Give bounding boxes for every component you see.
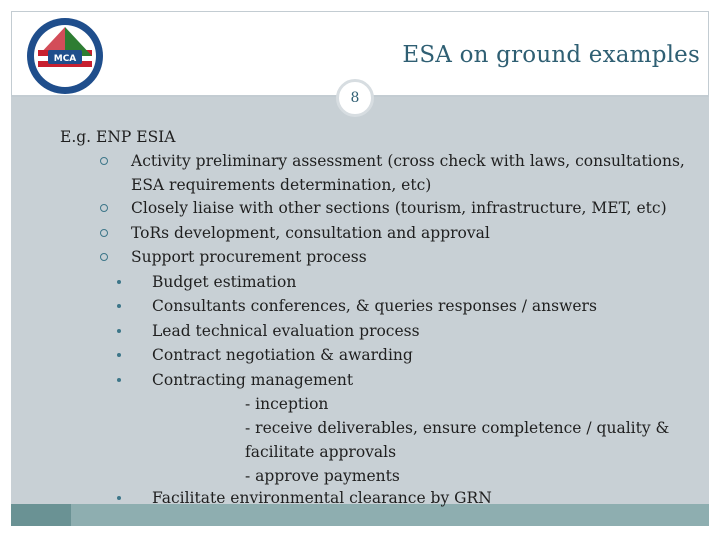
- ring-bullet-icon: [100, 204, 108, 212]
- dot-bullet-icon: [117, 329, 121, 333]
- ring-bullet-icon: [100, 157, 108, 165]
- level2-item: Contracting management: [152, 371, 354, 389]
- level2-item: Consultants conferences, & queries responses / answers: [152, 297, 597, 315]
- level2-item: Lead technical evaluation process: [152, 322, 420, 340]
- ring-bullet-icon: [100, 253, 108, 261]
- slide-number-badge: 8: [336, 79, 374, 117]
- level1-item: Activity preliminary assessment (cross check with laws, consultations,: [131, 152, 685, 170]
- slide-heading: E.g. ENP ESIA: [60, 128, 176, 146]
- level2-item: Budget estimation: [152, 273, 297, 291]
- subline: - approve payments: [245, 467, 400, 485]
- mca-logo: [26, 17, 104, 95]
- subline: - receive deliverables, ensure completence / quality &: [245, 419, 670, 437]
- level2-item: Contract negotiation & awarding: [152, 346, 413, 364]
- dot-bullet-icon: [117, 353, 121, 357]
- ring-bullet-icon: [100, 229, 108, 237]
- dot-bullet-icon: [117, 280, 121, 284]
- dot-bullet-icon: [117, 378, 121, 382]
- level2-item-last: Facilitate environmental clearance by GRN: [152, 489, 492, 507]
- level1-item: Closely liaise with other sections (tourism, infrastructure, MET, etc): [131, 199, 667, 217]
- level1-item: Support procurement process: [131, 248, 367, 266]
- subline-continued: facilitate approvals: [245, 443, 397, 461]
- subline: - inception: [245, 395, 329, 413]
- dot-bullet-icon: [117, 496, 121, 500]
- slide-title: ESA on ground examples: [402, 42, 700, 68]
- level1-item-continued: ESA requirements determination, etc): [131, 176, 432, 194]
- dot-bullet-icon: [117, 304, 121, 308]
- footer-accent: [11, 504, 71, 526]
- level1-item: ToRs development, consultation and approval: [131, 224, 490, 242]
- svg-text:MCA: MCA: [53, 54, 77, 64]
